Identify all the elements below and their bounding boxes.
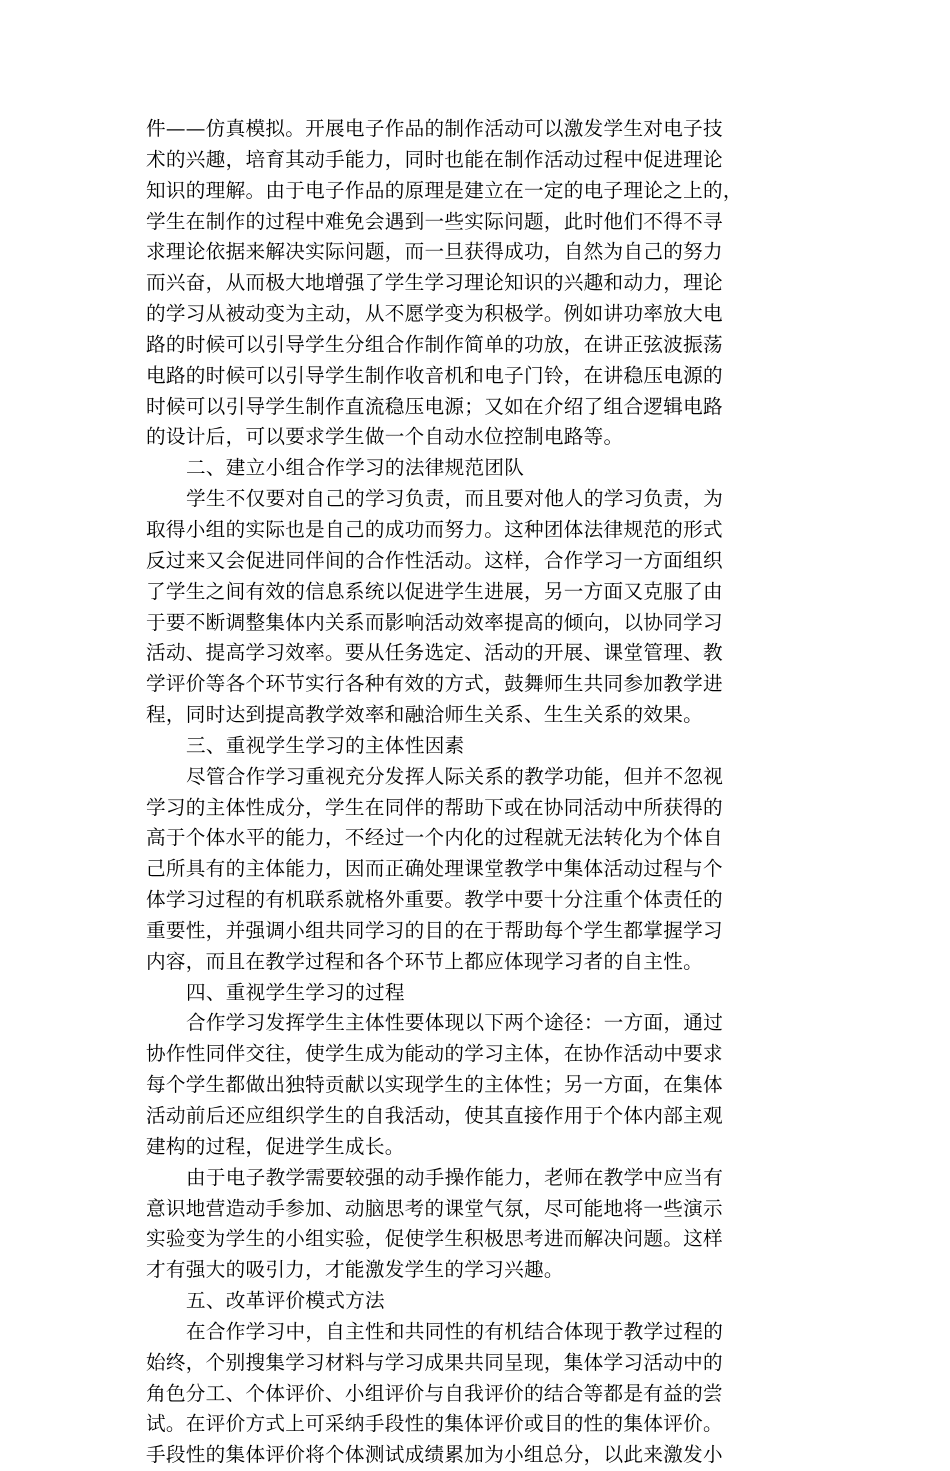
paragraph-start-line: 三、重视学生学习的主体性因素 [186, 733, 465, 757]
text-line: 活动前后还应组织学生的自我活动，使其直接作用于个体内部主观 [146, 1104, 723, 1127]
text-line: 角色分工、个体评价、小组评价与自我评价的结合等都是有益的尝 [146, 1381, 723, 1405]
text-line: 的学习从被动变为主动，从不愿学变为积极学。例如讲功率放大电 [146, 302, 723, 326]
text-line: 知识的理解。由于电子作品的原理是建立在一定的电子理论之上的， [146, 178, 743, 202]
text-line: 协作性同伴交往，使学生成为能动的学习主体，在协作活动中要求 [146, 1042, 723, 1066]
text-line: 术的兴趣，培育其动手能力，同时也能在制作活动过程中促进理论 [146, 147, 723, 171]
text-line: 电路的时候可以引导学生制作收音机和电子门铃，在讲稳压电源的 [146, 363, 723, 387]
text-line: 件——仿真模拟。开展电子作品的制作活动可以激发学生对电子技 [146, 117, 723, 140]
text-line: 己所具有的主体能力，因而正确处理课堂教学中集体活动过程与个 [146, 857, 723, 881]
text-line: 了学生之间有效的信息系统以促进学生进展，另一方面又克服了由 [146, 579, 723, 603]
text-line: 每个学生都做出独特贡献以实现学生的主体性；另一方面，在集体 [146, 1073, 723, 1097]
text-line: 实验变为学生的小组实验，促使学生积极思考进而解决问题。这样 [146, 1227, 723, 1251]
paragraph-start-line: 由于电子教学需要较强的动手操作能力，老师在教学中应当有 [186, 1165, 724, 1189]
paragraph-start-line: 四、重视学生学习的过程 [186, 980, 405, 1004]
text-line: 内容，而且在教学过程和各个环节上都应体现学习者的自主性。 [146, 949, 704, 973]
paragraph-start-line: 尽管合作学习重视充分发挥人际关系的教学功能，但并不忽视 [186, 764, 724, 788]
text-line: 路的时候可以引导学生分组合作制作简单的功放，在讲正弦波振荡 [146, 332, 723, 356]
text-line: 时候可以引导学生制作直流稳压电源；又如在介绍了组合逻辑电路 [146, 394, 723, 418]
paragraph-start-line: 在合作学习中，自主性和共同性的有机结合体现于教学过程的 [186, 1319, 724, 1343]
text-line: 学习的主体性成分，学生在同伴的帮助下或在协同活动中所获得的 [146, 795, 723, 819]
text-line: 学评价等各个环节实行各种有效的方式，鼓舞师生共同参加教学进 [146, 672, 723, 696]
text-line: 而兴奋，从而极大地增强了学生学习理论知识的兴趣和动力，理论 [146, 271, 723, 295]
text-line: 反过来又会促进同伴间的合作性活动。这样，合作学习一方面组织 [146, 548, 723, 572]
text-line: 取得小组的实际也是自己的成功而努力。这种团体法律规范的形式 [146, 517, 723, 541]
text-line: 的设计后，可以要求学生做一个自动水位控制电路等。 [146, 425, 624, 449]
paragraph-start-line: 五、改革评价模式方法 [186, 1289, 385, 1313]
text-line: 重要性，并强调小组共同学习的目的在于帮助每个学生都掌握学习 [146, 918, 723, 942]
paragraph-start-line: 合作学习发挥学生主体性要体现以下两个途径：一方面，通过 [186, 1011, 724, 1035]
text-line: 活动、提高学习效率。要从任务选定、活动的开展、课堂管理、教 [146, 641, 723, 665]
text-line: 手段性的集体评价将个体测试成绩累加为小组总分，以此来激发小 [146, 1443, 723, 1467]
text-line: 意识地营造动手参加、动脑思考的课堂气氛，尽可能地将一些演示 [146, 1196, 723, 1220]
text-line: 始终，个别搜集学习材料与学习成果共同呈现，集体学习活动中的 [146, 1350, 723, 1374]
text-line: 试。在评价方式上可采纳手段性的集体评价或目的性的集体评价。 [146, 1412, 723, 1436]
text-line: 于要不断调整集体内关系而影响活动效率提高的倾向，以协同学习 [146, 610, 723, 634]
text-line: 学生在制作的过程中难免会遇到一些实际问题，此时他们不得不寻 [146, 209, 723, 233]
text-line: 体学习过程的有机联系就格外重要。教学中要十分注重个体责任的 [146, 888, 723, 912]
document-page [146, 114, 806, 1471]
text-line: 求理论依据来解决实际问题，而一旦获得成功，自然为自己的努力 [146, 240, 723, 264]
paragraph-start-line: 学生不仅要对自己的学习负责，而且要对他人的学习负责，为 [186, 487, 724, 511]
text-line: 高于个体水平的能力，不经过一个内化的过程就无法转化为个体自 [146, 826, 723, 850]
text-line: 建构的过程，促进学生成长。 [146, 1134, 405, 1158]
text-line: 才有强大的吸引力，才能激发学生的学习兴趣。 [146, 1258, 564, 1282]
paragraph-start-line: 二、建立小组合作学习的法律规范团队 [186, 456, 525, 480]
text-line: 程，同时达到提高教学效率和融洽师生关系、生生关系的效果。 [146, 703, 704, 727]
